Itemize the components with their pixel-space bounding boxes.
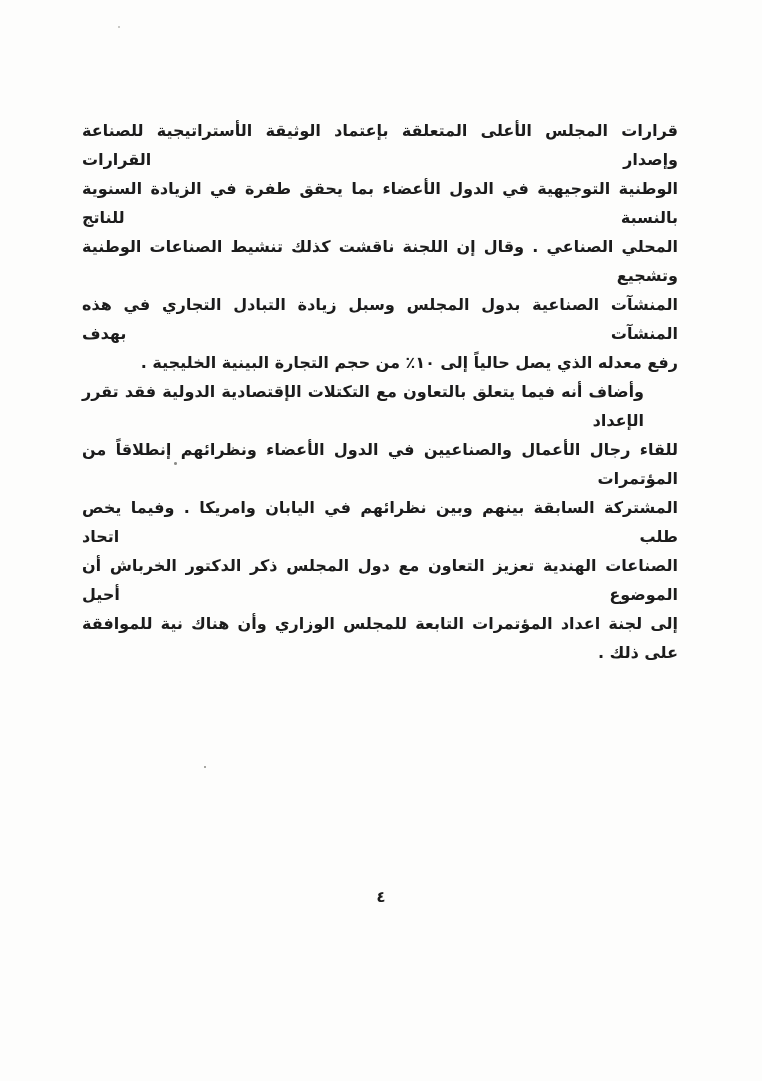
text-line: المنشآت الصناعية بدول المجلس وسبل زيادة التبادل التجاري في هذه المنشآت بهدف (82, 295, 678, 343)
scan-speckle (118, 26, 120, 28)
text-line: رفع معدله الذي يصل حالياً إلى ١٠٪ من حجم التجارة البينية الخليجية . (140, 353, 678, 372)
page-number: ٤ (376, 888, 386, 906)
text-line: المشتركة السابقة بينهم وبين نظرائهم في اليابان وامريكا . وفيما يخص طلب اتحاد (82, 498, 678, 546)
text-line: إلى لجنة اعداد المؤتمرات التابعة للمجلس الوزاري وأن هناك نية للموافقة على ذلك . (82, 614, 678, 662)
scan-speckle (204, 766, 206, 768)
scan-speckle (174, 462, 177, 465)
text-line: الوطنية التوجيهية في الدول الأعضاء بما يحقق طفرة في الزيادة السنوية بالنسبة للناتج (82, 179, 678, 227)
paragraph-1 (82, 116, 678, 377)
document-text (82, 116, 678, 667)
text-line: وأضاف أنه فيما يتعلق بالتعاون مع التكتلات الإقتصادية الدولية فقد تقرر الإعداد (82, 382, 644, 430)
text-line: الصناعات الهندية تعزيز التعاون مع دول المجلس ذكر الدكتور الخرباش أن الموضوع أحيل (82, 556, 678, 604)
text-line: للقاء رجال الأعمال والصناعيين في الدول الأعضاء ونظرائهم إنطلاقاً من المؤتمرات (82, 440, 678, 488)
paragraph-2 (82, 377, 678, 667)
text-line: المحلي الصناعي . وقال إن اللجنة ناقشت كذلك تنشيط الصناعات الوطنية وتشجيع (82, 237, 678, 285)
text-line: قرارات المجلس الأعلى المتعلقة بإعتماد الوثيقة الأستراتيجية للصناعة وإصدار القرارات (82, 121, 678, 169)
